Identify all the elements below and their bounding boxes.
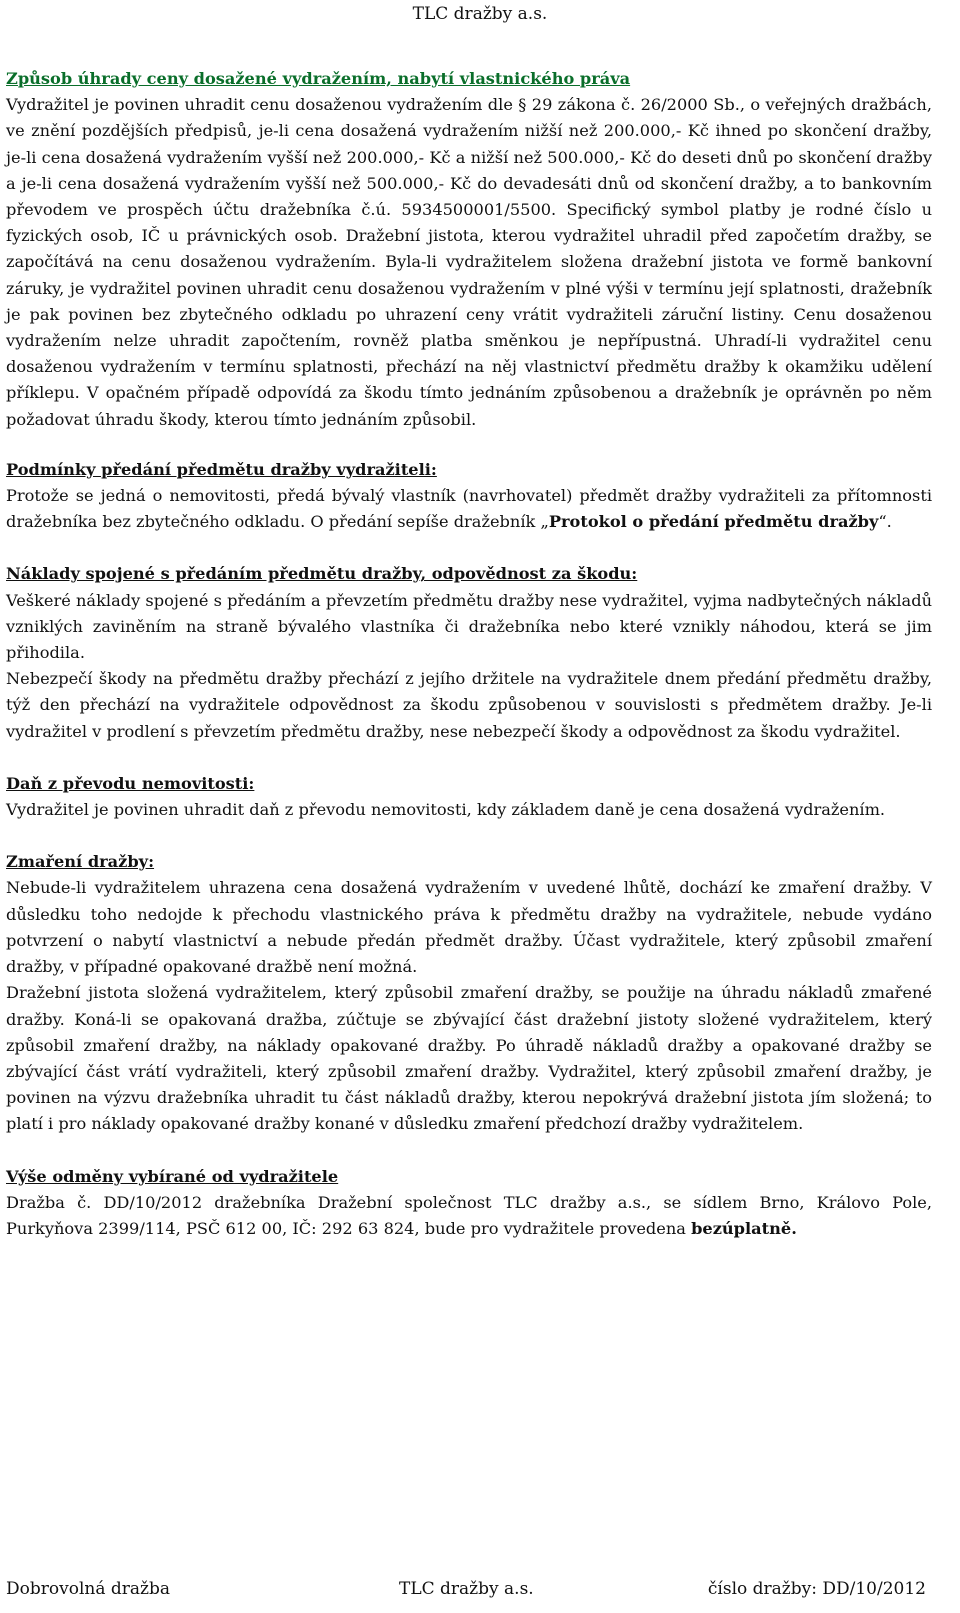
fee-bold: bezúplatně [691,1218,792,1238]
handover-text-end: “. [878,512,892,532]
paragraph-frustration-1: Nebude-li vydražitelem uhrazena cena dosažená vydražením v uvedené lhůtě, dochází ke zmaření dražby. V důsledku toho nedojde k přechodu vlastnického práva k předmětu dražby na vydražitele, nebude vydáno potvrzení o nabytí vlastnictví a nebude předán předmět dražby. Účast vydražitele, který způsobil zmaření dražby, v případné opakované dražbě není možná. [6,878,932,977]
section-handover [6,457,932,536]
paragraph-tax: Vydražitel je povinen uhradit daň z převodu nemovitosti, kdy základem daně je cena dosažená vydražením. [6,800,886,820]
footer-left: Dobrovolná dražba [6,1579,170,1599]
section-frustration [6,849,932,1137]
section-costs [6,561,932,744]
paragraph-costs-1: Veškeré náklady spojené s předáním a převzetím předmětu dražby nese vydražitel, vyjma nadbytečných nákladů vzniklých zaviněním na straně bývalého vlastníka či dražebníka nebo které vznikly náhodou, která se jim přihodila. [6,590,932,663]
section-fee [6,1164,932,1243]
paragraph-costs-2: Nebezpečí škody na předmětu dražby přechází z jejího držitele na vydražitele dnem předání předmětu dražby, týž den přechází na vydražitele odpovědnost za škodu způsobenou v souvislosti s předmětem dražby. Je-li vydražitel v prodlení s převzetím předmětu dražby, nese nebezpečí škody a odpovědnost za škodu vydražitel. [6,669,932,741]
handover-text: Protože se jedná o nemovitosti, předá bývalý vlastník (navrhovatel) předmět dražby vydražiteli za přítomnosti dražebníka bez zbytečného odkladu. O předání sepíše dražebník „ [6,486,932,532]
section-heading-fee: Výše odměny vybírané od vydražitele [6,1166,339,1186]
section-heading-handover: Podmínky předání předmětu dražby vydražiteli: [6,459,437,479]
fee-text-end: . [791,1218,797,1238]
section-payment [6,66,932,433]
footer-right: číslo dražby: DD/10/2012 [707,1579,926,1599]
section-heading-frustration: Zmaření dražby: [6,852,155,872]
handover-protocol-bold: Protokol o předání předmětu dražby [548,512,879,532]
section-heading-costs: Náklady spojené s předáním předmětu dražby, odpovědnost za škodu: [6,564,638,584]
section-tax [6,771,932,823]
paragraph-fee [6,1190,932,1242]
footer-center: TLC dražby a.s. [399,1579,534,1599]
section-heading-payment: Způsob úhrady ceny dosažené vydražením, nabytí vlastnického práva [6,69,631,88]
paragraph-frustration-2: Dražební jistota složená vydražitelem, který způsobil zmaření dražby, se použije na úhradu nákladů zmařené dražby. Koná-li se opakovaná dražba, zúčtuje se zbývající část dražební jistoty složené vydražitelem, který způsobil zmaření dražby, na náklady opakované dražby. Po úhradě nákladů dražby a opakované dražby se zbývající část vrátí vydražiteli, který způsobil zmaření dražby. Vydražitel, který způsobil zmaření dražby, je povinen na výzvu dražebníka uhradit tu část nákladů dražby, kterou nepokrývá dražební jistota jím složená; to platí i pro náklady opakované dražby konané v důsledku zmaření předchozí dražby vydražitelem. [6,983,932,1134]
document-body [6,66,932,1268]
fee-text: Dražba č. DD/10/2012 dražebníka Dražební společnost TLC dražby a.s., se sídlem Brno, Královo Pole, Purkyňova 2399/114, PSČ 612 00, IČ: 292 63 824, bude pro vydražitele provedena [6,1192,932,1238]
paragraph-payment: Vydražitel je povinen uhradit cenu dosaženou vydražením dle § 29 zákona č. 26/2000 Sb., o veřejných dražbách, ve znění pozdějších předpisů, je-li cena dosažená vydražením nižší než 200.000,- Kč ihned po skončení dražby, je-li cena dosažená vydražením vyšší než 200.000,- Kč a nižší než 500.000,- Kč do deseti dnů po skončení dražby a je-li cena dosažená vydražením vyšší než 500.000,- Kč do devadesáti dnů od skončení dražby, a to bankovním převodem ve prospěch účtu dražebníka č.ú. 5934500001/5500. Specifický symbol platby je rodné číslo u fyzických osob, IČ u právnických osob. Dražební jistota, kterou vydražitel uhradil před započetím dražby, se započítává na cenu dosaženou vydražením. Byla-li vydražitelem složena dražební jistota ve formě bankovní záruky, je vydražitel povinen uhradit cenu dosaženou vydražením v plné výši v termínu její splatnosti, dražebník je pak povinen bez zbytečného odkladu po uhrazení ceny vrátit vydražiteli záruční listiny. Cenu dosaženou vydražením nelze uhradit započtením, rovněž platba směnkou je nepřípustná. Uhradí-li vydražitel cenu dosaženou vydražením v termínu splatnosti, přechází na něj vlastnictví předmětu dražby k okamžiku udělení příklepu. V opačném případě odpovídá za škodu tímto jednáním způsobenou a dražebník je oprávněn po něm požadovat úhradu škody, kterou tímto jednáním způsobil. [6,95,932,429]
paragraph-handover [6,483,932,535]
section-heading-tax: Daň z převodu nemovitosti: [6,773,255,793]
page-header: TLC dražby a.s. [412,4,548,24]
